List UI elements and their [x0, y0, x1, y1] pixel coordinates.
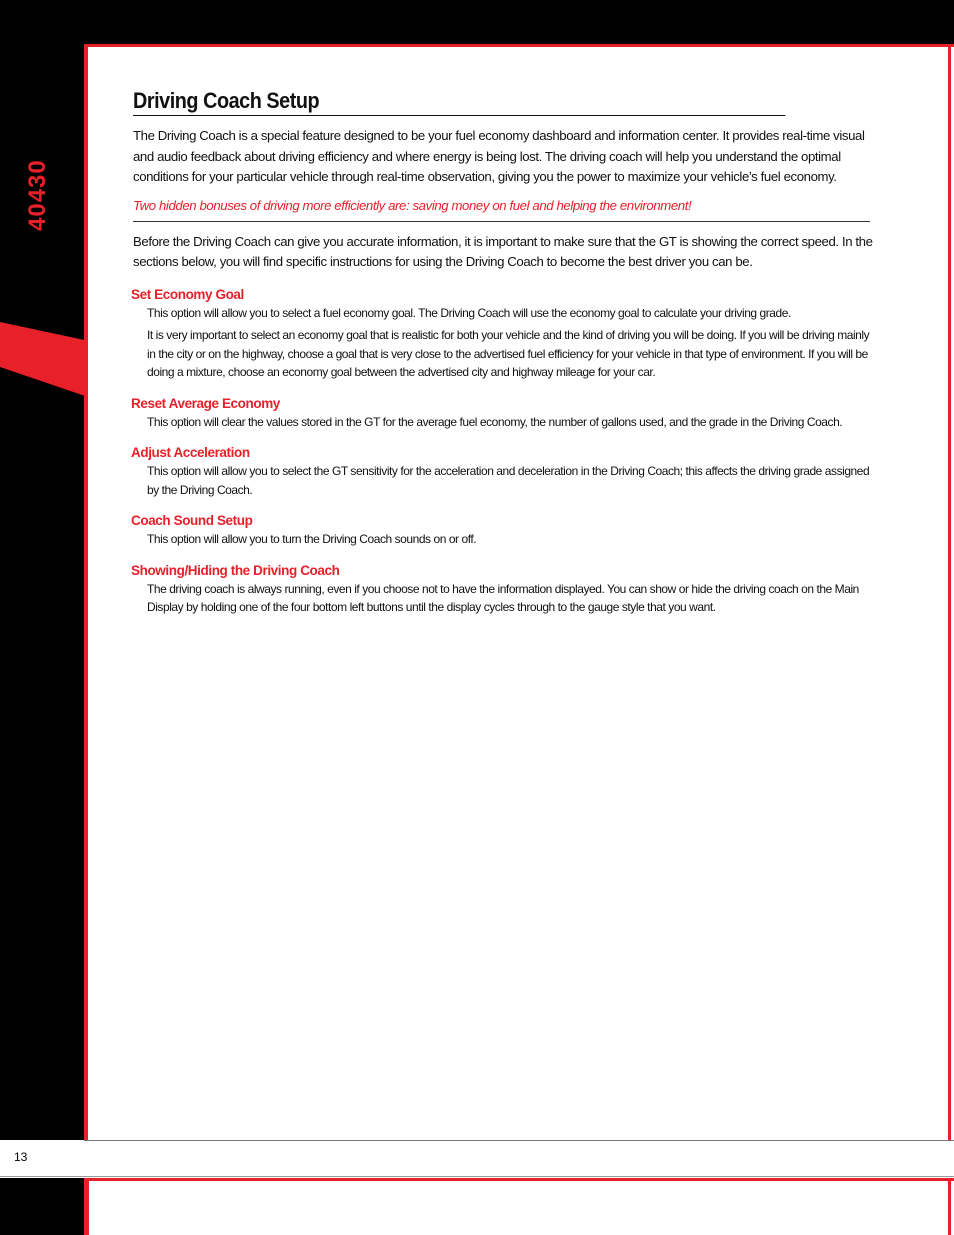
next-page-sidebar-band [0, 1178, 84, 1235]
header-accent-line [0, 44, 954, 47]
section-text: This option will clear the values stored in the GT for the average fuel economy, the number of gallons used, and the grade in the Driving Coach. [147, 414, 843, 429]
tagline: Two hidden bonuses of driving more efficiently are: saving money on fuel and helping the environment! [133, 198, 870, 222]
section-heading: Reset Average Economy [131, 395, 280, 411]
section-heading: Set Economy Goal [131, 286, 244, 302]
page-number: 13 [14, 1150, 28, 1164]
header-bar [0, 0, 954, 44]
intro-paragraph: The Driving Coach is a special feature designed to be your fuel economy dashboard and information center. It provides real-time visual and audio feedback about driving efficiency and where energy is being lost. The driving coach will help you understand the optimal conditions for your particular vehicle through real-time observation, giving you the power to maximize your vehicle’s fuel economy. [133, 128, 865, 184]
section-text: This option will allow you to select the GT sensitivity for the acceleration and deceleration in the Driving Coach; this affects the driving grade assigned by the Driving Coach. [147, 464, 870, 497]
next-page-accent-line [84, 1178, 954, 1181]
section-heading: Coach Sound Setup [131, 513, 253, 528]
section-text: It is very important to select an economy goal that is realistic for both your vehicle and the kind of driving you will be doing. If you will be driving mainly in the city or on the highway, choose a goal that is very close to the advertised fuel efficiency for your vehicle in that type of environment. If you will be doing a mixture, choose an economy goal between the advertised city and highway mileage for your car. [147, 328, 870, 379]
next-page-rule [0, 1176, 954, 1177]
section-set-economy-goal [131, 287, 873, 382]
section-text: This option will allow you to turn the Driving Coach sounds on or off. [147, 532, 477, 546]
next-page-right-edge [948, 1178, 951, 1235]
side-title-product: GT for Hemi Plus [57, 96, 83, 283]
footer-rule [84, 1140, 954, 1141]
next-page-sidebar-accent [84, 1178, 89, 1235]
section-heading: Showing/Hiding the Driving Coach [131, 562, 340, 578]
section-adjust-acceleration [131, 445, 873, 499]
section-coach-sound-setup [131, 513, 873, 549]
main-content [131, 88, 873, 621]
page-title: Driving Coach Setup [133, 88, 786, 116]
section-showing-hiding-driving-coach [131, 563, 873, 617]
right-accent-edge [948, 47, 951, 1140]
before-paragraph: Before the Driving Coach can give you accurate information, it is important to make sure that the GT is showing the correct speed. In the sections below, you will find specific instructions for using the Driving Coach to become the best driver you can be. [133, 233, 873, 269]
section-text: This option will allow you to select a fuel economy goal. The Driving Coach will use the economy goal to calculate your driving grade. [147, 305, 791, 320]
side-title [22, 95, 92, 285]
section-text: The driving coach is always running, even if you choose not to have the information displayed. You can show or hide the driving coach on the Main Display by holding one of the four bottom left buttons until the display cycles through to the gauge style that you want. [147, 581, 859, 614]
side-title-model: 40430 [24, 159, 51, 231]
section-heading: Adjust Acceleration [131, 445, 250, 460]
section-reset-average-economy [131, 396, 873, 432]
